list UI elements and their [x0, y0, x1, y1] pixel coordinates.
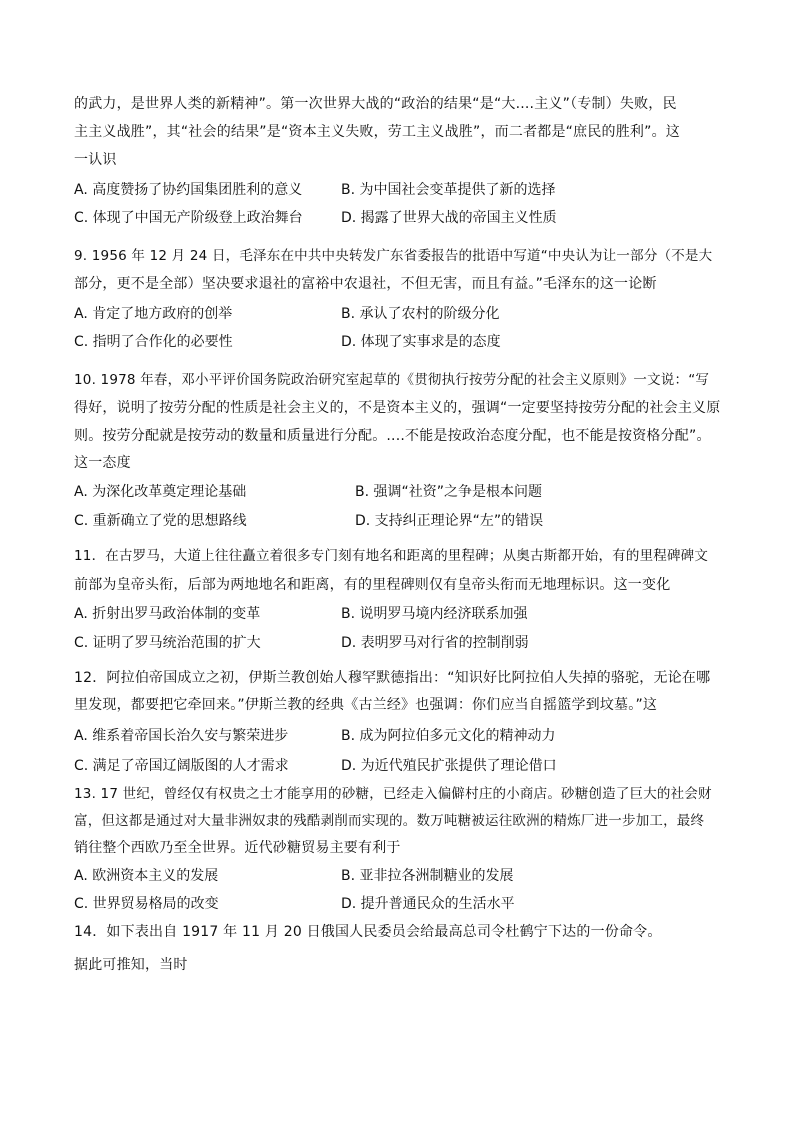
- q11-option-b: B. 说明罗马境内经济联系加强: [341, 606, 528, 622]
- q8-stem-line-2: 主主义战胜”，其“社会的结果”是“资本主义失败，劳工主义战胜”，而二者都是“庶民的胜利”。这: [74, 124, 680, 140]
- q8-option-c: C. 体现了中国无产阶级登上政治舞台: [74, 210, 303, 226]
- q9-stem-line-1: 9. 1956 年 12 月 24 日，毛泽东在中共中央转发广东省委报告的批语中写道“中央认为让一部分（不是大: [74, 248, 713, 264]
- q8-stem-line-3: 一认识: [74, 152, 117, 168]
- q11-stem-line-2: 前部为皇帝头衔，后部为两地地名和距离，有的里程碑则仅有皇帝头衔而无地理标识。这一变化: [74, 577, 671, 593]
- q10-option-b: B. 强调“社资”之争是根本问题: [355, 484, 543, 500]
- q8-option-b: B. 为中国社会变革提供了新的选择: [341, 182, 556, 198]
- q8-option-a: A. 高度赞扬了协约国集团胜利的意义: [74, 182, 303, 198]
- q12-stem-line-1: 12．阿拉伯帝国成立之初，伊斯兰教创始人穆罕默德指出：“知识好比阿拉伯人失掉的骆驼，无论在哪: [74, 670, 711, 686]
- q13-stem-line-1: 13. 17 世纪，曾经仅有权贵之士才能享用的砂糖，已经走入偏僻村庄的小商店。砂糖创造了巨大的社会财: [74, 786, 712, 802]
- q13-option-c: C. 世界贸易格局的改变: [74, 896, 219, 912]
- q13-stem-line-2: 富，但这都是通过对大量非洲奴隶的残酷剥削而实现的。数万吨糖被运往欧洲的精炼厂进一步加工，最终: [74, 813, 705, 829]
- q9-option-b: B. 承认了农村的阶级分化: [341, 306, 500, 322]
- q10-stem-line-4: 这一态度: [74, 455, 131, 471]
- q12-option-b: B. 成为阿拉伯多元文化的精神动力: [341, 728, 556, 744]
- q10-option-d: D. 支持纠正理论界“左”的错误: [355, 513, 544, 529]
- q13-option-a: A. 欧洲资本主义的发展: [74, 868, 219, 884]
- q11-option-a: A. 折射出罗马政治体制的变革: [74, 606, 261, 622]
- q12-stem-line-2: 里发现，都要把它牵回来。”伊斯兰教的经典《古兰经》也强调：你们应当自摇篮学到坟墓。”这: [74, 697, 658, 713]
- q12-option-d: D. 为近代殖民扩张提供了理论借口: [341, 758, 557, 774]
- q13-option-d: D. 提升普通民众的生活水平: [341, 896, 515, 912]
- q8-stem-line-1: 的武力，是世界人类的新精神”。第一次世界大战的“政治的结果“是“大....主义”（专制）失败，民: [74, 96, 677, 112]
- q9-option-a: A. 肯定了地方政府的创举: [74, 306, 233, 322]
- q10-option-a: A. 为深化改革奠定理论基础: [74, 484, 247, 500]
- q12-option-a: A. 维系着帝国长治久安与繁荣进步: [74, 728, 289, 744]
- q8-option-d: D. 揭露了世界大战的帝国主义性质: [341, 210, 557, 226]
- q11-option-d: D. 表明罗马对行省的控制削弱: [341, 635, 529, 651]
- q10-stem-line-2: 得好，说明了按劳分配的性质是社会主义的，不是资本主义的，强调“一定要坚持按劳分配的社会主义原: [74, 400, 721, 416]
- q13-stem-line-3: 销往整个西欧乃至全世界。近代砂糖贸易主要有利于: [74, 840, 401, 856]
- q11-option-c: C. 证明了罗马统治范围的扩大: [74, 635, 261, 651]
- q10-option-c: C. 重新确立了党的思想路线: [74, 513, 247, 529]
- q9-option-d: D. 体现了实事求是的态度: [341, 334, 501, 350]
- q9-stem-line-2: 部分，更不是全部）坚决要求退社的富裕中农退社，不但无害，而且有益。”毛泽东的这一论断: [74, 276, 657, 292]
- q13-option-b: B. 亚非拉各洲制糖业的发展: [341, 868, 514, 884]
- q10-stem-line-3: 则。按劳分配就是按劳动的数量和质量进行分配。....不能是按政治态度分配，也不能是按资格分配”。: [74, 428, 711, 444]
- q11-stem-line-1: 11．在古罗马，大道上往往矗立着很多专门刻有地名和距离的里程碑；从奥古斯都开始，有的里程碑碑文: [74, 548, 709, 564]
- q14-stem-line-1: 14．如下表出自 1917 年 11 月 20 日俄国人民委员会给最高总司令杜鹤宁下达的一份命令。: [74, 924, 662, 940]
- q10-stem-line-1: 10. 1978 年春，邓小平评价国务院政治研究室起草的《贯彻执行按劳分配的社会主义原则》一文说：“写: [74, 372, 710, 388]
- q14-stem-line-2: 据此可推知，当时: [74, 957, 188, 973]
- q9-option-c: C. 指明了合作化的必要性: [74, 334, 233, 350]
- q12-option-c: C. 满足了帝国辽阔版图的人才需求: [74, 758, 289, 774]
